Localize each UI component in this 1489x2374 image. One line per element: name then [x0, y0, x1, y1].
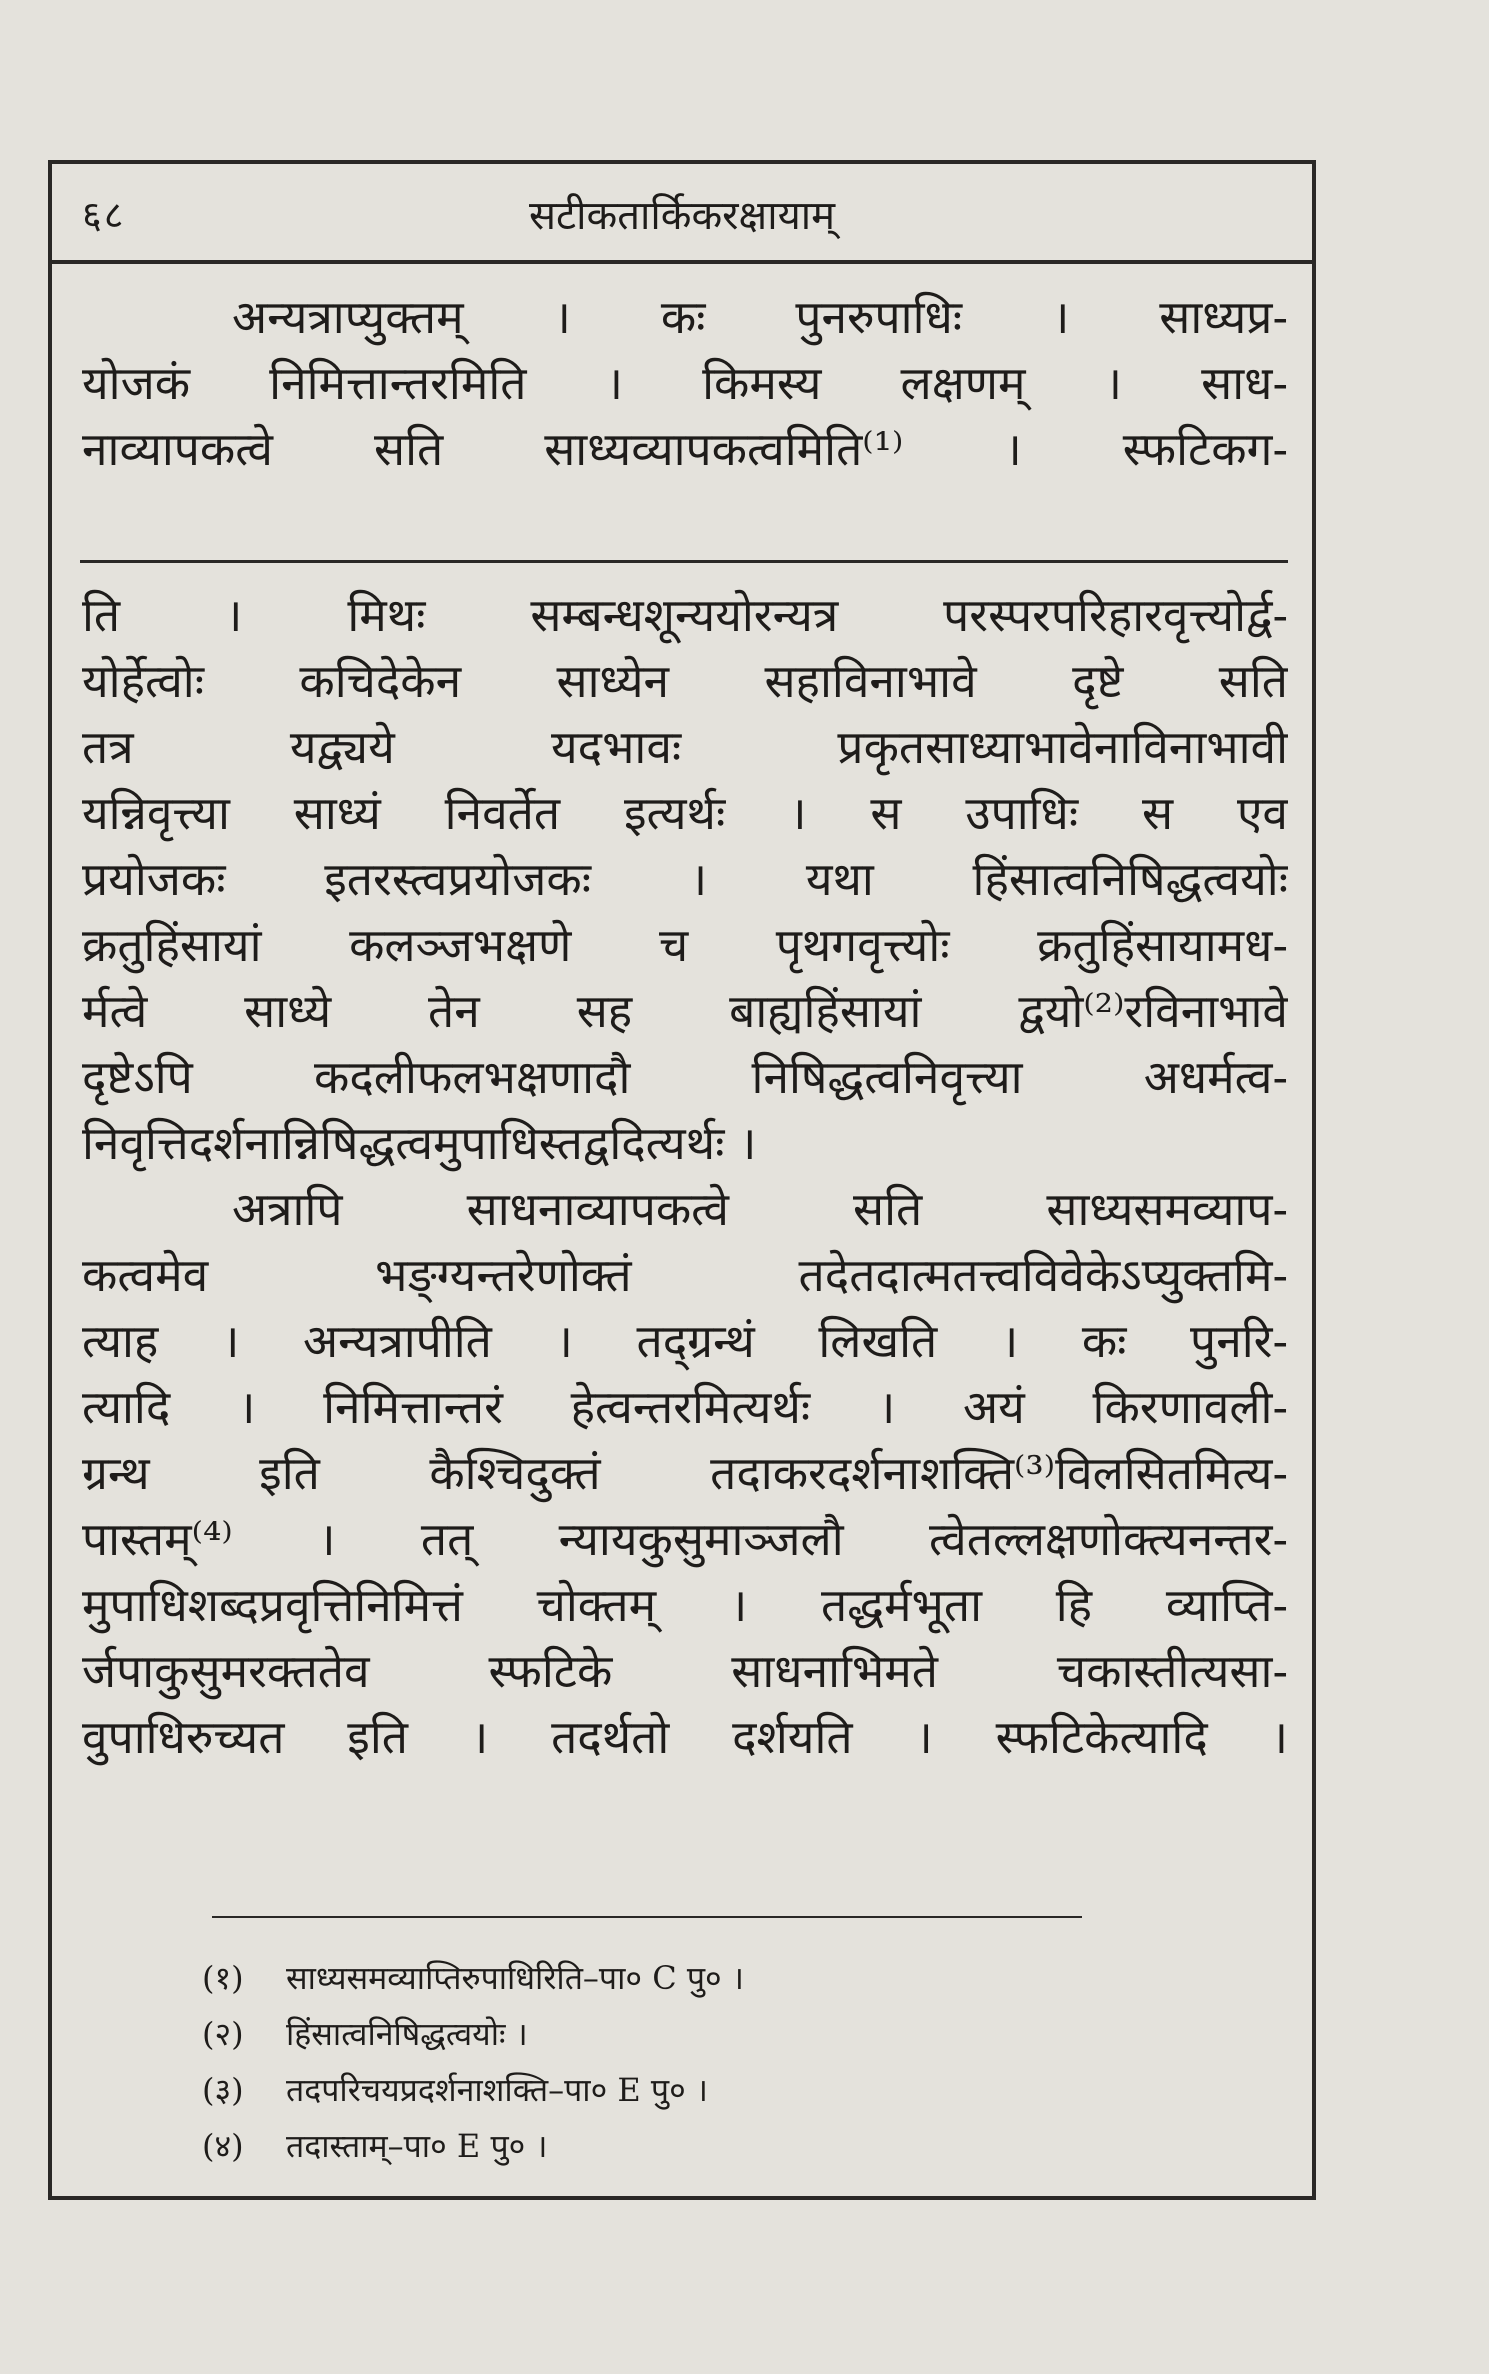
divider-rule [80, 560, 1288, 563]
text-line: प्रयोजकः इतरस्त्वप्रयोजकः । यथा हिंसात्वनिषिद्धत्वयोः [82, 852, 1288, 906]
text-line: तत्र यद्व्यये यदभावः प्रकृतसाध्याभावेनाविनाभावी [82, 720, 1288, 774]
text-line: क्रतुहिंसायां कलञ्जभक्षणे च पृथगवृत्त्योः क्रतुहिंसायामध- [82, 918, 1288, 972]
footnote-number: (२) [202, 2015, 244, 2053]
page-frame [48, 160, 1316, 2200]
text-line: नाव्यापकत्वे सति साध्यव्यापकत्वमिति⁽¹⁾ । स्फटिकग- [82, 422, 1288, 476]
footnote [202, 1950, 1212, 2006]
text-line: ग्रन्थ इति कैश्चिदुक्तं तदाकरदर्शनाशक्ति⁽³⁾विलसितमित्य- [82, 1446, 1288, 1500]
footnote-number: (४) [202, 2127, 244, 2165]
footnote-text: साध्यसमव्याप्तिरुपाधिरिति–पा० C पु० । [286, 1959, 744, 1997]
text-line: कत्वमेव भङ्ग्यन्तरेणोक्तं तदेतदात्मतत्त्वविवेकेऽप्युक्तमि- [82, 1248, 1288, 1302]
text-line: यन्निवृत्त्या साध्यं निवर्तेत इत्यर्थः । स उपाधिः स एव [82, 786, 1288, 840]
text-line: त्याह । अन्यत्रापीति । तद्ग्रन्थं लिखति । कः पुनरि- [82, 1314, 1288, 1368]
footnote [202, 2062, 1212, 2118]
footnote-number: (३) [202, 2071, 244, 2109]
page-header [52, 164, 1312, 264]
quoted-text-block [82, 284, 1288, 482]
text-line: र्जपाकुसुमरक्ततेव स्फटिके साधनाभिमते चकास्तीत्यसा- [82, 1644, 1288, 1698]
footnote [202, 2118, 1212, 2174]
footnote [202, 2006, 1212, 2062]
text-line: र्मत्वे साध्ये तेन सह बाह्यहिंसायां द्वयो⁽²⁾रविनाभावे [82, 984, 1288, 1038]
footnote-text: तदास्ताम्–पा० E पु० । [286, 2127, 548, 2165]
text-line: योजकं निमित्तान्तरमिति । किमस्य लक्षणम् । साध- [82, 356, 1288, 410]
text-line: योर्हेत्वोः कचिदेकेन साध्येन सहाविनाभावे दृष्टे सति [82, 654, 1288, 708]
text-line: वुपाधिरुच्यत इति । तदर्थतो दर्शयति । स्फटिकेत्यादि । [82, 1710, 1288, 1764]
text-line: अत्रापि साधनाव्यापकत्वे सति साध्यसमव्याप- [232, 1182, 1288, 1236]
text-line: पास्तम्⁽⁴⁾ । तत् न्यायकुसुमाञ्जलौ त्वेतल्लक्षणोक्त्यनन्तर- [82, 1512, 1288, 1566]
text-line: निवृत्तिदर्शनान्निषिद्धत्वमुपाधिस्तद्वदित्यर्थः । [82, 1116, 757, 1170]
commentary-text-block [82, 582, 1288, 1770]
footnote-number: (१) [202, 1959, 244, 1997]
running-head: सटीकतार्किकरक्षायाम् [528, 193, 836, 239]
text-line: त्यादि । निमित्तान्तरं हेत्वन्तरमित्यर्थः । अयं किरणावली- [82, 1380, 1288, 1434]
footnote-rule [212, 1916, 1082, 1918]
footnotes [202, 1950, 1212, 2174]
text-line: दृष्टेऽपि कदलीफलभक्षणादौ निषिद्धत्वनिवृत्त्या अधर्मत्व- [82, 1050, 1288, 1104]
page-number: ६८ [82, 193, 126, 237]
text-line: मुपाधिशब्दप्रवृत्तिनिमित्तं चोक्तम् । तद्धर्मभूता हि व्याप्ति- [82, 1578, 1288, 1632]
text-line: ति । मिथः सम्बन्धशून्ययोरन्यत्र परस्परपरिहारवृत्त्योर्द्व- [82, 588, 1288, 642]
footnote-text: तदपरिचयप्रदर्शनाशक्ति–पा० E पु० । [286, 2071, 709, 2109]
text-line: अन्यत्राप्युक्तम् । कः पुनरुपाधिः । साध्यप्र- [232, 290, 1288, 344]
footnote-text: हिंसात्वनिषिद्धत्वयोः । [286, 2015, 528, 2053]
